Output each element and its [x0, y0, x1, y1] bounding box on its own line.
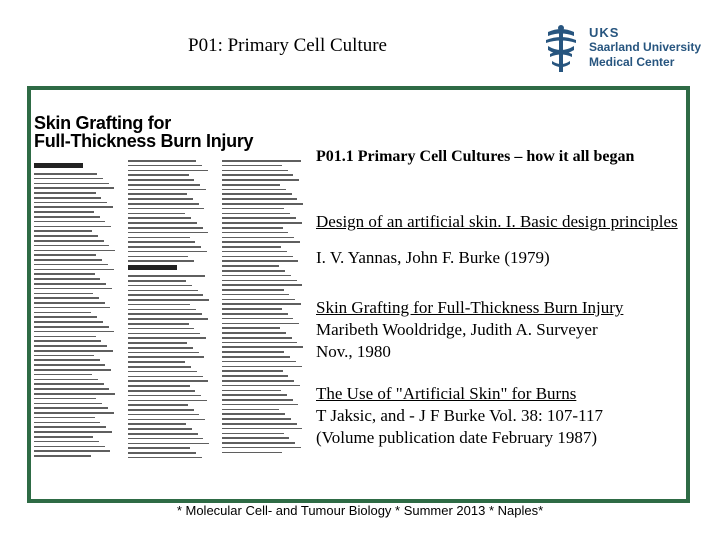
- article-text-line: [128, 371, 197, 373]
- article-text-line: [128, 342, 187, 344]
- article-text-line: [128, 433, 198, 435]
- article-text-line: [222, 294, 289, 296]
- reference-2-authors: Maribeth Wooldridge, Judith A. Surveyer: [316, 320, 598, 339]
- article-text-line: [128, 457, 202, 459]
- article-text-line: [128, 208, 204, 210]
- article-text-line: [128, 275, 205, 277]
- article-text-line: [222, 452, 282, 454]
- article-text-line: [128, 313, 202, 315]
- article-text-line: [222, 308, 282, 310]
- article-text-line: [222, 409, 279, 411]
- article-text-line: [34, 316, 97, 318]
- article-text-line: [128, 294, 203, 296]
- article-text-line: [128, 428, 192, 430]
- article-text-line: [128, 414, 199, 416]
- article-text-line: [222, 423, 297, 425]
- article-text-line: [34, 264, 108, 266]
- reference-3-date: (Volume publication date February 1987): [316, 428, 598, 447]
- article-text-line: [222, 318, 293, 320]
- article-text-line: [34, 431, 112, 433]
- reference-2-title[interactable]: Skin Grafting for Full-Thickness Burn Injury: [316, 298, 624, 317]
- article-text-line: [128, 237, 190, 239]
- article-text-line: [222, 179, 299, 181]
- article-text-line: [222, 313, 288, 315]
- article-text-line: [34, 441, 99, 443]
- reference-2-date: Nov., 1980: [316, 342, 391, 361]
- article-text-line: [34, 250, 115, 252]
- article-text-line: [128, 361, 185, 363]
- article-text-line: [222, 447, 301, 449]
- article-text-line: [34, 283, 106, 285]
- article-columns: [34, 160, 309, 460]
- article-text-line: [128, 328, 194, 330]
- article-text-line: [222, 323, 299, 325]
- article-text-line: [222, 303, 301, 305]
- article-text-line: [128, 423, 186, 425]
- article-text-line: [222, 165, 282, 167]
- article-text-line: [34, 398, 96, 400]
- article-text-line: [34, 206, 113, 208]
- article-text-line: [128, 404, 188, 406]
- article-text-line: [222, 394, 287, 396]
- article-text-line: [128, 189, 206, 191]
- article-text-line: [222, 189, 286, 191]
- logo-line-1: Saarland University: [589, 40, 702, 54]
- article-text-line: [34, 403, 102, 405]
- article-text-line: [34, 326, 109, 328]
- article-text-line: [128, 174, 189, 176]
- article-text-line: [128, 337, 206, 339]
- article-text-line: [128, 213, 185, 215]
- article-text-line: [34, 345, 107, 347]
- article-text-line: [34, 336, 96, 338]
- article-text-line: [222, 241, 300, 243]
- article-text-line: [222, 370, 283, 372]
- article-text-line: [222, 375, 288, 377]
- article-text-line: [222, 437, 289, 439]
- article-text-line: [128, 280, 186, 282]
- article-text-line: [128, 193, 187, 195]
- article-text-line: [222, 246, 281, 248]
- article-text-line: [34, 245, 109, 247]
- article-heading-line: [128, 265, 177, 270]
- article-text-line: [128, 309, 196, 311]
- article-text-line: [34, 446, 105, 448]
- article-text-line: [34, 221, 105, 223]
- article-column-1: [34, 160, 116, 460]
- article-text-line: [128, 447, 190, 449]
- article-text-line: [34, 183, 109, 185]
- slide-title: P01: Primary Cell Culture: [188, 35, 387, 56]
- article-text-line: [128, 285, 192, 287]
- article-text-line: [222, 170, 288, 172]
- article-text-line: [34, 273, 95, 275]
- article-text-line: [34, 216, 100, 218]
- article-text-line: [128, 419, 205, 421]
- article-text-line: [34, 407, 108, 409]
- article-text-line: [128, 251, 207, 253]
- article-title-line-2: Full-Thickness Burn Injury: [34, 131, 254, 151]
- article-text-line: [34, 226, 111, 228]
- article-text-line: [34, 355, 94, 357]
- article-text-line: [222, 256, 293, 258]
- article-text-line: [34, 254, 96, 256]
- article-text-line: [222, 351, 284, 353]
- article-text-line: [34, 197, 101, 199]
- article-text-line: [128, 347, 193, 349]
- article-text-line: [34, 369, 111, 371]
- article-text-line: [222, 265, 279, 267]
- reference-1-authors: I. V. Yannas, John F. Burke (1979): [316, 248, 550, 267]
- article-text-line: [34, 436, 93, 438]
- article-text-line: [128, 352, 199, 354]
- footer-text: * Molecular Cell- and Tumour Biology * Summer 2013 * Naples*: [176, 503, 544, 518]
- article-text-line: [34, 412, 114, 414]
- article-text-line: [222, 356, 290, 358]
- article-text-line: [222, 174, 293, 176]
- logo-text: [589, 25, 701, 70]
- article-text-line: [128, 452, 196, 454]
- article-text-line: [128, 260, 194, 262]
- article-text-line: [222, 213, 290, 215]
- article-text-line: [222, 227, 283, 229]
- article-text-line: [222, 380, 294, 382]
- reference-3-title[interactable]: The Use of "Artificial Skin" for Burns: [316, 384, 577, 403]
- article-text-line: [34, 383, 104, 385]
- article-text-line: [34, 230, 92, 232]
- article-text-line: [34, 211, 94, 213]
- article-text-line: [128, 438, 203, 440]
- article-text-line: [34, 374, 92, 376]
- article-text-line: [34, 235, 98, 237]
- article-text-line: [128, 323, 189, 325]
- article-text-line: [34, 192, 96, 194]
- article-text-line: [222, 232, 288, 234]
- article-text-line: [128, 227, 203, 229]
- article-text-line: [34, 202, 107, 204]
- article-title: [34, 114, 309, 150]
- article-text-line: [34, 178, 103, 180]
- article-text-line: [128, 318, 208, 320]
- article-text-line: [128, 290, 198, 292]
- article-column-2: [128, 160, 210, 460]
- reference-1-title[interactable]: Design of an artificial skin. I. Basic design principles: [316, 212, 678, 231]
- article-text-line: [34, 187, 114, 189]
- article-text-line: [128, 170, 208, 172]
- article-text-line: [128, 304, 190, 306]
- article-text-line: [34, 259, 102, 261]
- article-text-line: [128, 222, 197, 224]
- article-text-line: [222, 399, 293, 401]
- article-text-line: [34, 278, 100, 280]
- article-text-line: [128, 390, 195, 392]
- article-text-line: [222, 270, 285, 272]
- article-text-line: [34, 302, 105, 304]
- article-text-line: [222, 193, 292, 195]
- article-text-line: [222, 208, 284, 210]
- reference-3-authors: T Jaksic, and - J F Burke Vol. 38: 107-117: [316, 406, 603, 425]
- article-text-line: [128, 443, 209, 445]
- article-text-line: [128, 299, 209, 301]
- article-text-line: [222, 203, 303, 205]
- article-text-line: [222, 433, 284, 435]
- article-text-line: [128, 184, 200, 186]
- article-text-line: [128, 198, 193, 200]
- article-text-line: [34, 240, 104, 242]
- article-text-line: [222, 390, 281, 392]
- logo-abbr: UKS: [589, 25, 620, 40]
- article-text-line: [34, 388, 109, 390]
- left-border: [27, 88, 31, 502]
- logo-line-2: Medical Center: [589, 55, 675, 69]
- article-text-line: [34, 379, 98, 381]
- article-text-line: [128, 256, 188, 258]
- article-text-line: [222, 299, 295, 301]
- article-text-line: [222, 442, 295, 444]
- article-text-line: [128, 385, 190, 387]
- article-text-line: [34, 426, 106, 428]
- article-text-line: [34, 450, 110, 452]
- article-text-line: [128, 179, 194, 181]
- article-text-line: [222, 327, 280, 329]
- article-text-line: [34, 297, 99, 299]
- article-text-line: [222, 361, 296, 363]
- article-text-line: [34, 173, 97, 175]
- article-text-line: [34, 312, 91, 314]
- article-text-line: [128, 246, 201, 248]
- article-text-line: [222, 222, 302, 224]
- article-text-line: [34, 455, 91, 457]
- article-text-line: [128, 380, 208, 382]
- article-text-line: [128, 232, 208, 234]
- article-text-line: [34, 269, 114, 271]
- article-title-line-1: Skin Grafting for: [34, 114, 171, 133]
- article-text-line: [34, 331, 114, 333]
- article-text-line: [222, 237, 294, 239]
- article-text-line: [128, 203, 199, 205]
- article-text-line: [222, 413, 285, 415]
- article-text-line: [222, 280, 297, 282]
- article-text-line: [34, 307, 110, 309]
- section-subtitle: P01.1 Primary Cell Cultures – how it all began: [316, 148, 635, 165]
- article-text-line: [128, 160, 196, 162]
- article-text-line: [222, 428, 302, 430]
- article-text-line: [222, 184, 280, 186]
- article-text-line: [222, 418, 291, 420]
- article-text-line: [222, 260, 298, 262]
- article-text-line: [34, 359, 100, 361]
- article-text-line: [222, 385, 300, 387]
- article-text-line: [128, 376, 203, 378]
- right-border: [686, 88, 690, 502]
- article-thumbnail: [34, 114, 309, 474]
- article-text-line: [128, 217, 191, 219]
- article-text-line: [34, 340, 101, 342]
- article-text-line: [222, 289, 284, 291]
- article-text-line: [34, 364, 105, 366]
- article-text-line: [222, 332, 286, 334]
- article-text-line: [222, 217, 296, 219]
- article-text-line: [34, 350, 113, 352]
- article-text-line: [34, 422, 100, 424]
- article-text-line: [128, 356, 204, 358]
- article-text-line: [222, 346, 303, 348]
- article-text-line: [128, 333, 200, 335]
- top-rule: [27, 86, 690, 90]
- article-column-3: [222, 160, 304, 460]
- article-text-line: [128, 165, 202, 167]
- article-heading-line: [34, 163, 83, 168]
- article-text-line: [222, 160, 301, 162]
- article-text-line: [128, 400, 207, 402]
- article-text-line: [34, 321, 103, 323]
- article-text-line: [222, 251, 287, 253]
- article-text-line: [34, 293, 93, 295]
- article-text-line: [128, 366, 191, 368]
- article-text-line: [128, 395, 201, 397]
- article-text-line: [222, 404, 298, 406]
- uks-logo: [540, 24, 715, 74]
- article-text-line: [128, 409, 194, 411]
- article-text-line: [34, 288, 112, 290]
- article-text-line: [34, 393, 115, 395]
- article-text-line: [128, 241, 195, 243]
- article-text-line: [34, 417, 95, 419]
- article-text-line: [222, 275, 291, 277]
- article-text-line: [222, 198, 297, 200]
- article-text-line: [222, 342, 297, 344]
- caduceus-logo-icon: [540, 24, 582, 74]
- article-text-line: [222, 366, 302, 368]
- article-text-line: [222, 337, 292, 339]
- article-text-line: [222, 284, 302, 286]
